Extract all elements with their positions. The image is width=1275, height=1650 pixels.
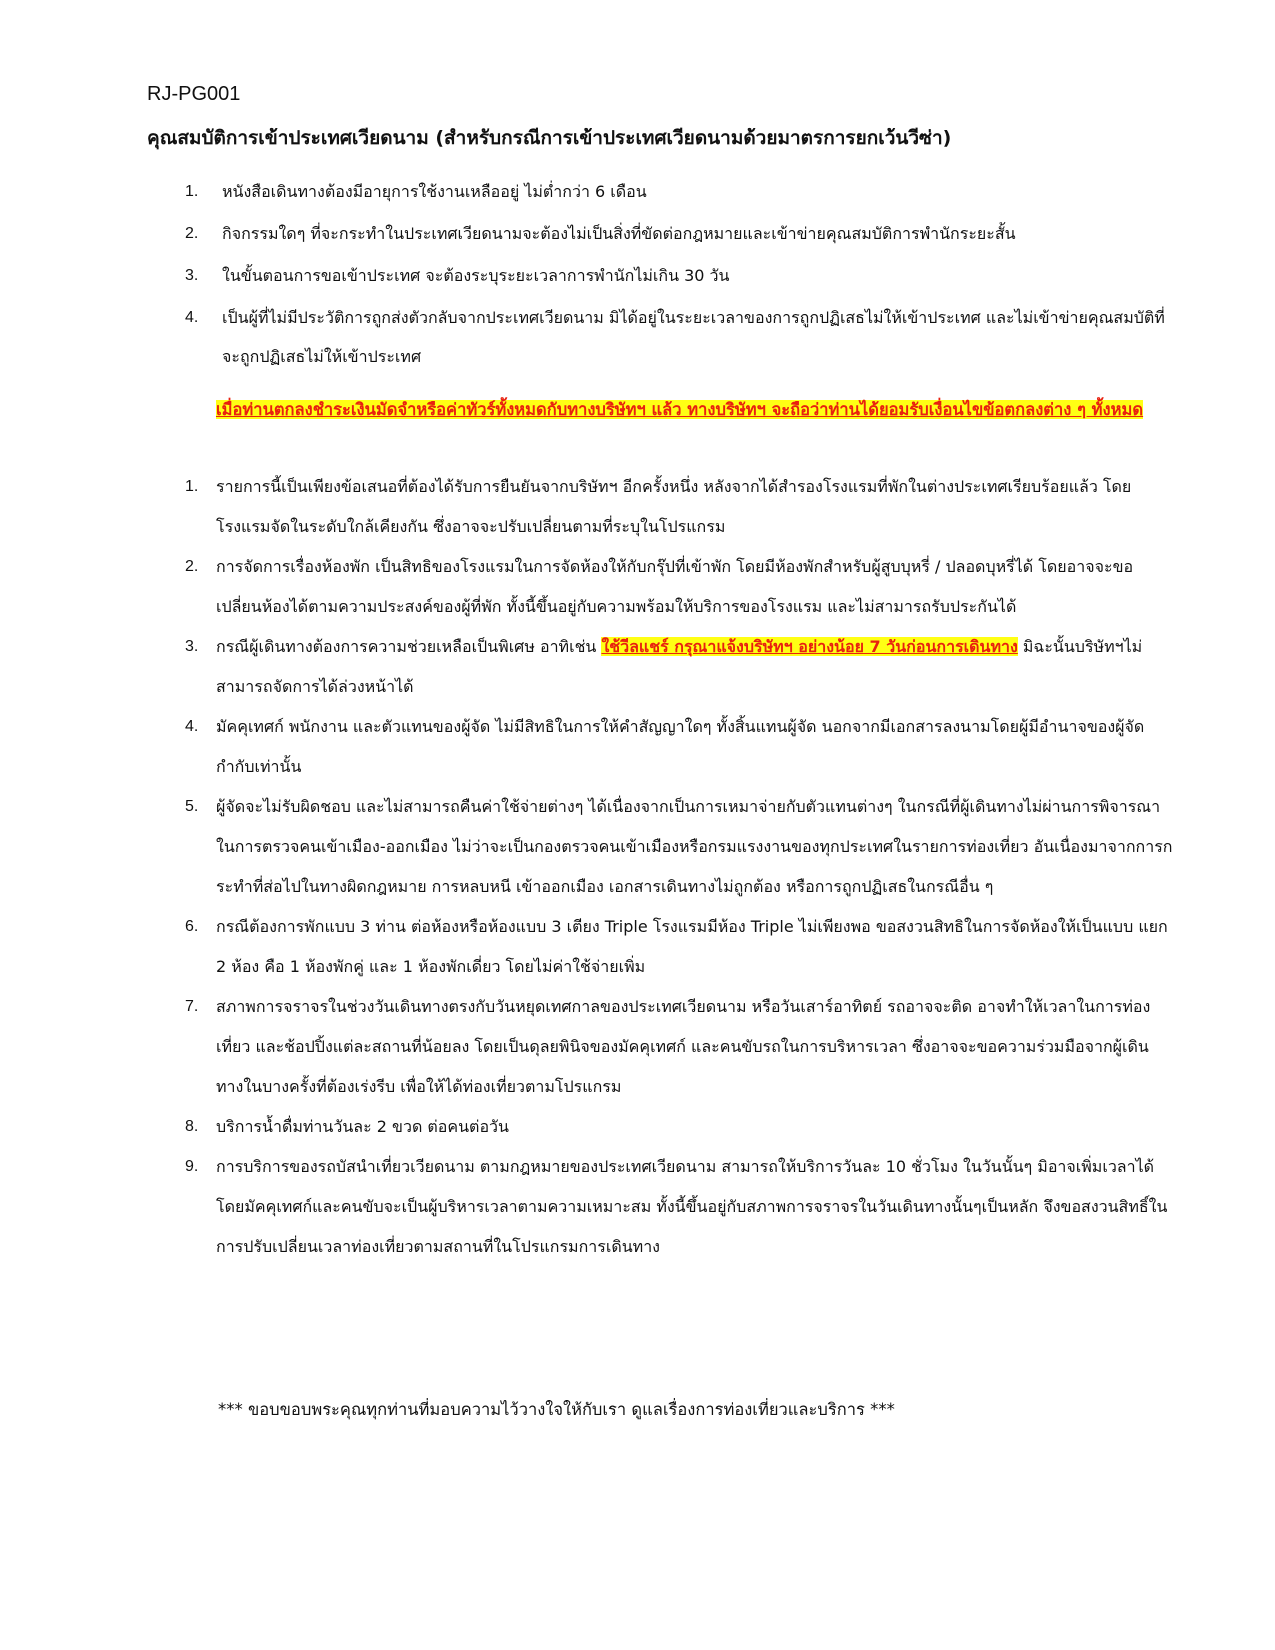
conditions-list [0, 467, 1275, 1267]
wheelchair-notice: ใช้วีลแชร์ กรุณาแจ้งบริษัทฯ อย่างน้อย 7 วันก่อนการเดินทาง [601, 637, 1018, 656]
list-item [0, 707, 1275, 787]
item-text-wrapper [216, 627, 1175, 707]
item-text: ในขั้นตอนการขอเข้าประเทศ จะต้องระบุระยะเวลาการพำนักไม่เกิน 30 วัน [222, 266, 730, 285]
list-item [0, 1147, 1275, 1267]
item-number: 5. [185, 798, 199, 815]
list-item [0, 214, 1275, 253]
item-text: เป็นผู้ที่ไม่มีประวัติการถูกส่งตัวกลับจากประเทศเวียดนาม มิได้อยู่ในระยะเวลาของการถูกปฏิเสธไม่ให้เข้าประเทศ และไม่เข้าข่ายคุณสมบัติที่จะถูกปฏิเสธไม่ให้เข้าประเทศ [222, 308, 1165, 366]
item-number: 2. [185, 225, 199, 242]
list-item [0, 907, 1275, 987]
item-number: 4. [185, 718, 199, 735]
item-number: 7. [185, 998, 199, 1015]
item-text: กรณีผู้เดินทางต้องการความช่วยเหลือเป็นพิเศษ อาทิเช่น [216, 637, 602, 656]
item-text: การบริการของรถบัสนำเที่ยวเวียดนาม ตามกฎหมายของประเทศเวียดนาม สามารถให้บริการวันละ 10 ชั่วโมง ในวันนั้นๆ มิอาจเพิ่มเวลาได้ โดยมัคคุเทศก์และคนขับจะเป็นผู้บริหารเวลาตามความเหมาะสม ทั้งนี้ขึ้นอยู่กับสภาพการจราจรในวันเดินทางนั้นๆเป็นหลัก จึงขอสงวนสิทธิ์ในการปรับเปลี่ยนเวลาท่องเที่ยวตามสถานที่ในโปรแกรมการเดินทาง [216, 1157, 1168, 1256]
item-number: 1. [185, 183, 199, 200]
list-item [0, 627, 1275, 707]
item-number: 1. [185, 478, 199, 495]
document-title: คุณสมบัติการเข้าประเทศเวียดนาม (สำหรับกรณีการเข้าประเทศเวียดนามด้วยมาตรการยกเว้นวีซ่า) [147, 127, 952, 149]
item-text: การจัดการเรื่องห้องพัก เป็นสิทธิของโรงแรมในการจัดห้องให้กับกรุ๊ปที่เข้าพัก โดยมีห้องพักสำหรับผู้สูบบุหรี่ / ปลอดบุหรี่ได้ โดยอาจจะขอเปลี่ยนห้องได้ตามความประสงค์ของผู้ที่พัก ทั้งนี้ขึ้นอยู่กับความพร้อมให้บริการของโรงแรม และไม่สามารถรับประกันได้ [216, 557, 1134, 616]
item-number: 4. [185, 309, 199, 326]
item-number: 9. [185, 1158, 199, 1175]
list-item [0, 1107, 1275, 1147]
item-number: 2. [185, 558, 199, 575]
item-text: กิจกรรมใดๆ ที่จะกระทำในประเทศเวียดนามจะต้องไม่เป็นสิ่งที่ขัดต่อกฎหมายและเข้าข่ายคุณสมบัติการพำนักระยะสั้น [222, 224, 1016, 243]
item-number: 6. [185, 918, 199, 935]
item-text: กรณีต้องการพักแบบ 3 ท่าน ต่อห้องหรือห้องแบบ 3 เตียง Triple โรงแรมมีห้อง Triple ไม่เพียงพอ ขอสงวนสิทธิในการจัดห้องให้เป็นแบบ แยก 2 ห้อง คือ 1 ห้องพักคู่ และ 1 ห้องพักเดี่ยว โดยไม่ค่าใช้จ่ายเพิ่ม [216, 917, 1168, 976]
list-item [0, 467, 1275, 547]
item-number: 8. [185, 1118, 199, 1135]
item-text: หนังสือเดินทางต้องมีอายุการใช้งานเหลืออยู่ ไม่ต่ำกว่า 6 เดือน [222, 182, 647, 201]
requirements-list [0, 172, 1275, 376]
item-text: บริการน้ำดื่มท่านวันละ 2 ขวด ต่อคนต่อวัน [216, 1117, 509, 1136]
list-item [0, 787, 1275, 907]
list-item [0, 298, 1275, 376]
list-item [0, 987, 1275, 1107]
item-text: รายการนี้เป็นเพียงข้อเสนอที่ต้องได้รับการยืนยันจากบริษัทฯ อีกครั้งหนึ่ง หลังจากได้สำรองโรงแรมที่พักในต่างประเทศเรียบร้อยแล้ว โดยโรงแรมจัดในระดับใกล้เคียงกัน ซึ่งอาจจะปรับเปลี่ยนตามที่ระบุในโปรแกรม [216, 477, 1132, 536]
agreement-notice [216, 390, 1181, 430]
list-item [0, 172, 1275, 211]
item-text: สภาพการจราจรในช่วงวันเดินทางตรงกับวันหยุดเทศกาลของประเทศเวียดนาม หรือวันเสาร์อาทิตย์ รถอาจจะติด อาจทำให้เวลาในการท่องเที่ยว และช้อปปิ้งแต่ละสถานที่น้อยลง โดยเป็นดุลยพินิจของมัคคุเทศก์ และคนขับรถในการบริหารเวลา ซึ่งอาจจะขอความร่วมมือจากผู้เดินทางในบางครั้งที่ต้องเร่งรีบ เพื่อให้ได้ท่องเที่ยวตามโปรแกรม [216, 997, 1151, 1096]
list-item [0, 256, 1275, 295]
item-text: มัคคุเทศก์ พนักงาน และตัวแทนของผู้จัด ไม่มีสิทธิในการให้คำสัญญาใดๆ ทั้งสิ้นแทนผู้จัด นอกจากมีเอกสารลงนามโดยผู้มีอำนาจของผู้จัดกำกับเท่านั้น [216, 717, 1145, 776]
item-text: มิฉะนั้นบริษัทฯไม่สามารถจัดการได้ล่วงหน้าได้ [216, 637, 1143, 696]
item-text: ผู้จัดจะไม่รับผิดชอบ และไม่สามารถคืนค่าใช้จ่ายต่างๆ ได้เนื่องจากเป็นการเหมาจ่ายกับตัวแทนต่างๆ ในกรณีที่ผู้เดินทางไม่ผ่านการพิจารณาในการตรวจคนเข้าเมือง-ออกเมือง ไม่ว่าจะเป็นกองตรวจคนเข้าเมืองหรือกรมแรงงานของทุกประเทศในรายการท่องเที่ยว อันเนื่องมาจากการกระทำที่ส่อไปในทางผิดกฎหมาย การหลบหนี เข้าออกเมือง เอกสารเดินทางไม่ถูกต้อง หรือการถูกปฏิเสธในกรณีอื่น ๆ [216, 797, 1173, 896]
document-code: RJ-PG001 [147, 83, 241, 105]
agreement-notice-text: เมื่อท่านตกลงชำระเงินมัดจำหรือค่าทัวร์ทั้งหมดกับทางบริษัทฯ แล้ว ทางบริษัทฯ จะถือว่าท่านได้ยอมรับเงื่อนไขข้อตกลงต่าง ๆ ทั้งหมด [216, 400, 1144, 419]
item-number: 3. [185, 638, 199, 655]
list-item [0, 547, 1275, 627]
thanks-footer: *** ขอบขอบพระคุณทุกท่านที่มอบความไว้วางใจให้กับเรา ดูแลเรื่องการท่องเที่ยวและบริการ *** [218, 1400, 895, 1419]
item-number: 3. [185, 267, 199, 284]
